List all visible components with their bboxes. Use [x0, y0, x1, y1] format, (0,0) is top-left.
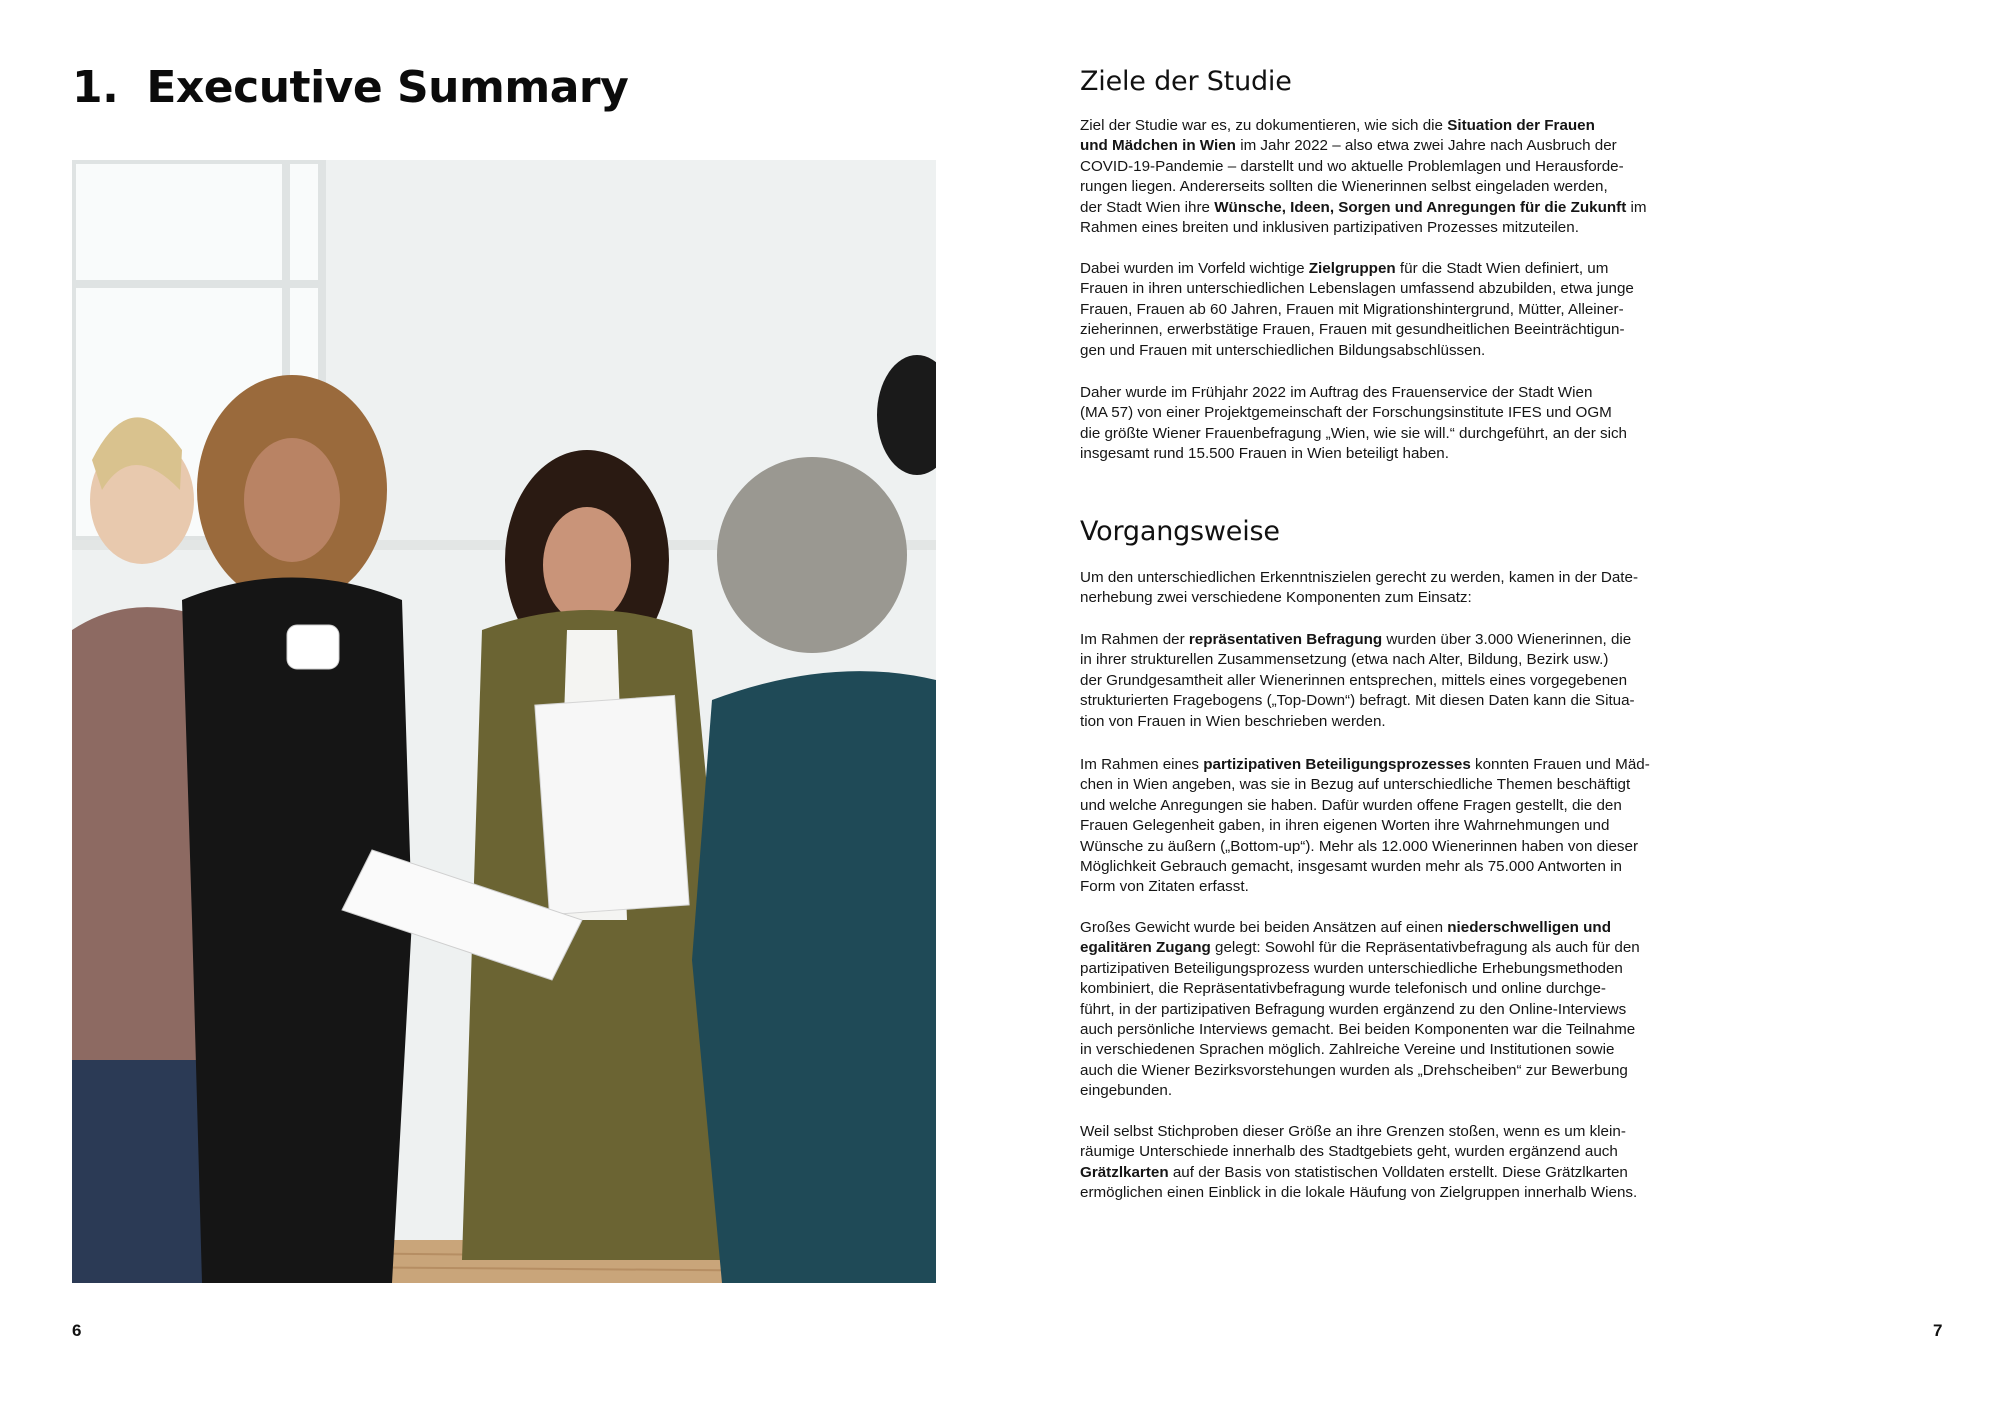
text-line: der Stadt Wien ihre Wünsche, Ideen, Sorgen und Anregungen für die Zukunft im — [1080, 198, 1647, 216]
emphasis-text: Zielgruppen — [1308, 260, 1396, 277]
section-body-vorgang-3 — [1080, 755, 1650, 898]
text-line: (MA 57) von einer Projektgemeinschaft der Forschungsinstitute IFES und OGM — [1080, 404, 1612, 422]
section-body-vorgang-5 — [1080, 1122, 1650, 1204]
emphasis-text: und Mädchen in Wien — [1080, 137, 1236, 155]
text-line: und Mädchen in Wien im Jahr 2022 – also etwa zwei Jahre nach Ausbruch der — [1080, 137, 1617, 155]
page-number-left: 6 — [72, 1321, 82, 1340]
text-line: Weil selbst Stichproben dieser Größe an ihre Grenzen stoßen, wenn es um klein- — [1080, 1123, 1626, 1140]
text-line: Frauen, Frauen ab 60 Jahren, Frauen mit Migrationshintergrund, Mütter, Alleiner- — [1080, 300, 1624, 318]
emphasis-text: Grätzlkarten — [1080, 1163, 1169, 1181]
text-line: tion von Frauen in Wien beschrieben werden. — [1080, 712, 1386, 730]
paragraph-vorgang-5 — [1080, 1122, 1650, 1204]
text-line: Daher wurde im Frühjahr 2022 im Auftrag des Frauenservice der Stadt Wien — [1080, 384, 1593, 401]
section-body-vorgang-2 — [1080, 630, 1650, 732]
section-body-ziele-3 — [1080, 383, 1650, 465]
chapter-number: 1. — [72, 62, 119, 113]
section-body-vorgang-1 — [1080, 568, 1650, 609]
text-line: die größte Wiener Frauenbefragung „Wien, wie sie will.“ durchgeführt, an der sich — [1080, 424, 1628, 442]
emphasis-text: egalitären Zugang — [1080, 939, 1211, 957]
text-line: der Grundgesamtheit aller Wienerinnen entsprechen, mittels eines vorgegebenen — [1080, 671, 1628, 689]
text-line: strukturierten Fragebogens („Top-Down“) befragt. Mit diesen Daten kann die Situa- — [1080, 692, 1635, 710]
emphasis-text: partizipativen Beteiligungsprozesses — [1203, 756, 1471, 773]
text-line: insgesamt rund 15.500 Frauen in Wien beteiligt haben. — [1080, 445, 1449, 463]
paragraph-vorgang-1 — [1080, 568, 1650, 609]
text-line: Dabei wurden im Vorfeld wichtige Zielgruppen für die Stadt Wien definiert, um — [1080, 260, 1609, 277]
group-photo — [72, 160, 936, 1283]
text-line: Frauen in ihren unterschiedlichen Lebenslagen umfassend abzubilden, etwa junge — [1080, 280, 1634, 298]
section-body-vorgang-4 — [1080, 918, 1650, 1102]
text-line: rungen liegen. Andererseits sollten die Wienerinnen selbst eingeladen werden, — [1080, 178, 1608, 196]
chapter-title-text: Executive Summary — [146, 62, 629, 113]
text-line: COVID-19-Pandemie – darstellt und wo aktuelle Problemlagen und Herausforde- — [1080, 157, 1624, 175]
text-line: in verschiedenen Sprachen möglich. Zahlreiche Vereine und Institutionen sowie — [1080, 1041, 1615, 1059]
text-line: kombiniert, die Repräsentativbefragung wurde telefonisch und online durchge- — [1080, 980, 1606, 998]
paragraph-vorgang-2 — [1080, 630, 1650, 732]
text-line: egalitären Zugang gelegt: Sowohl für die Repräsentativbefragung als auch für den — [1080, 939, 1640, 957]
text-line: Ziel der Studie war es, zu dokumentieren, wie sich die Situation der Frauen — [1080, 117, 1595, 134]
section-body-ziele-2 — [1080, 259, 1650, 361]
text-line: partizipativen Beteiligungsprozess wurden unterschiedliche Erhebungsmethoden — [1080, 959, 1623, 977]
section-heading-vorgangsweise: Vorgangsweise — [1080, 516, 1280, 547]
emphasis-text: Situation der Frauen — [1447, 117, 1595, 134]
text-line: zieherinnen, erwerbstätige Frauen, Frauen mit gesundheitlichen Beeinträchtigun- — [1080, 321, 1625, 339]
page-number-right: 7 — [1933, 1321, 1943, 1340]
text-line: eingebunden. — [1080, 1082, 1173, 1100]
paragraph-vorgang-4 — [1080, 918, 1650, 1102]
paragraph-vorgang-3 — [1080, 755, 1650, 898]
text-line: chen in Wien angeben, was sie in Bezug auf unterschiedliche Themen beschäftigt — [1080, 776, 1631, 794]
paragraph-ziele-1 — [1080, 116, 1650, 238]
section-heading-ziele: Ziele der Studie — [1080, 66, 1292, 97]
text-line: in ihrer strukturellen Zusammensetzung (etwa nach Alter, Bildung, Bezirk usw.) — [1080, 651, 1609, 669]
text-line: räumige Unterschiede innerhalb des Stadtgebiets geht, wurden ergänzend auch — [1080, 1143, 1618, 1161]
text-line: Im Rahmen der repräsentativen Befragung wurden über 3.000 Wienerinnen, die — [1080, 631, 1632, 648]
text-line: nerhebung zwei verschiedene Komponenten zum Einsatz: — [1080, 589, 1472, 607]
chapter-title — [72, 62, 628, 113]
emphasis-text: repräsentativen Befragung — [1188, 631, 1383, 648]
section-body-ziele — [1080, 116, 1650, 238]
text-line: Wünsche zu äußern („Bottom-up“). Mehr als 12.000 Wienerinnen haben von dieser — [1080, 837, 1638, 855]
paragraph-ziele-2 — [1080, 259, 1650, 361]
text-line: Form von Zitaten erfasst. — [1080, 878, 1249, 896]
text-line: und welche Anregungen sie haben. Dafür wurden offene Fragen gestellt, die den — [1080, 796, 1622, 814]
text-line: Um den unterschiedlichen Erkenntniszielen gerecht zu werden, kamen in der Date- — [1080, 569, 1639, 586]
paragraph-ziele-3 — [1080, 383, 1650, 465]
group-photo-illustration — [72, 160, 936, 1283]
text-line: führt, in der partizipativen Befragung wurden ergänzend zu den Online-Interviews — [1080, 1000, 1627, 1018]
text-line: Großes Gewicht wurde bei beiden Ansätzen auf einen niederschwelligen und — [1080, 919, 1611, 936]
emphasis-text: niederschwelligen und — [1447, 919, 1611, 936]
text-line: Frauen Gelegenheit gaben, in ihren eigenen Worten ihre Wahrnehmungen und — [1080, 817, 1610, 835]
text-line: auch persönliche Interviews gemacht. Bei beiden Komponenten war die Teilnahme — [1080, 1021, 1636, 1039]
text-line: Rahmen eines breiten und inklusiven partizipativen Prozesses mitzuteilen. — [1080, 219, 1579, 237]
emphasis-text: Wünsche, Ideen, Sorgen und Anregungen für die Zukunft — [1214, 198, 1627, 216]
text-line: auch die Wiener Bezirksvorstehungen wurden als „Drehscheiben“ zur Bewerbung — [1080, 1061, 1628, 1079]
text-line: ermöglichen einen Einblick in die lokale Häufung von Zielgruppen innerhalb Wiens. — [1080, 1184, 1638, 1202]
text-line: Grätzlkarten auf der Basis von statistischen Volldaten erstellt. Diese Grätzlkarten — [1080, 1163, 1628, 1181]
text-line: gen und Frauen mit unterschiedlichen Bildungsabschlüssen. — [1080, 341, 1486, 359]
text-line: Möglichkeit Gebrauch gemacht, insgesamt wurden mehr als 75.000 Antworten in — [1080, 858, 1622, 876]
text-line: Im Rahmen eines partizipativen Beteiligungsprozesses konnten Frauen und Mäd- — [1080, 756, 1650, 773]
